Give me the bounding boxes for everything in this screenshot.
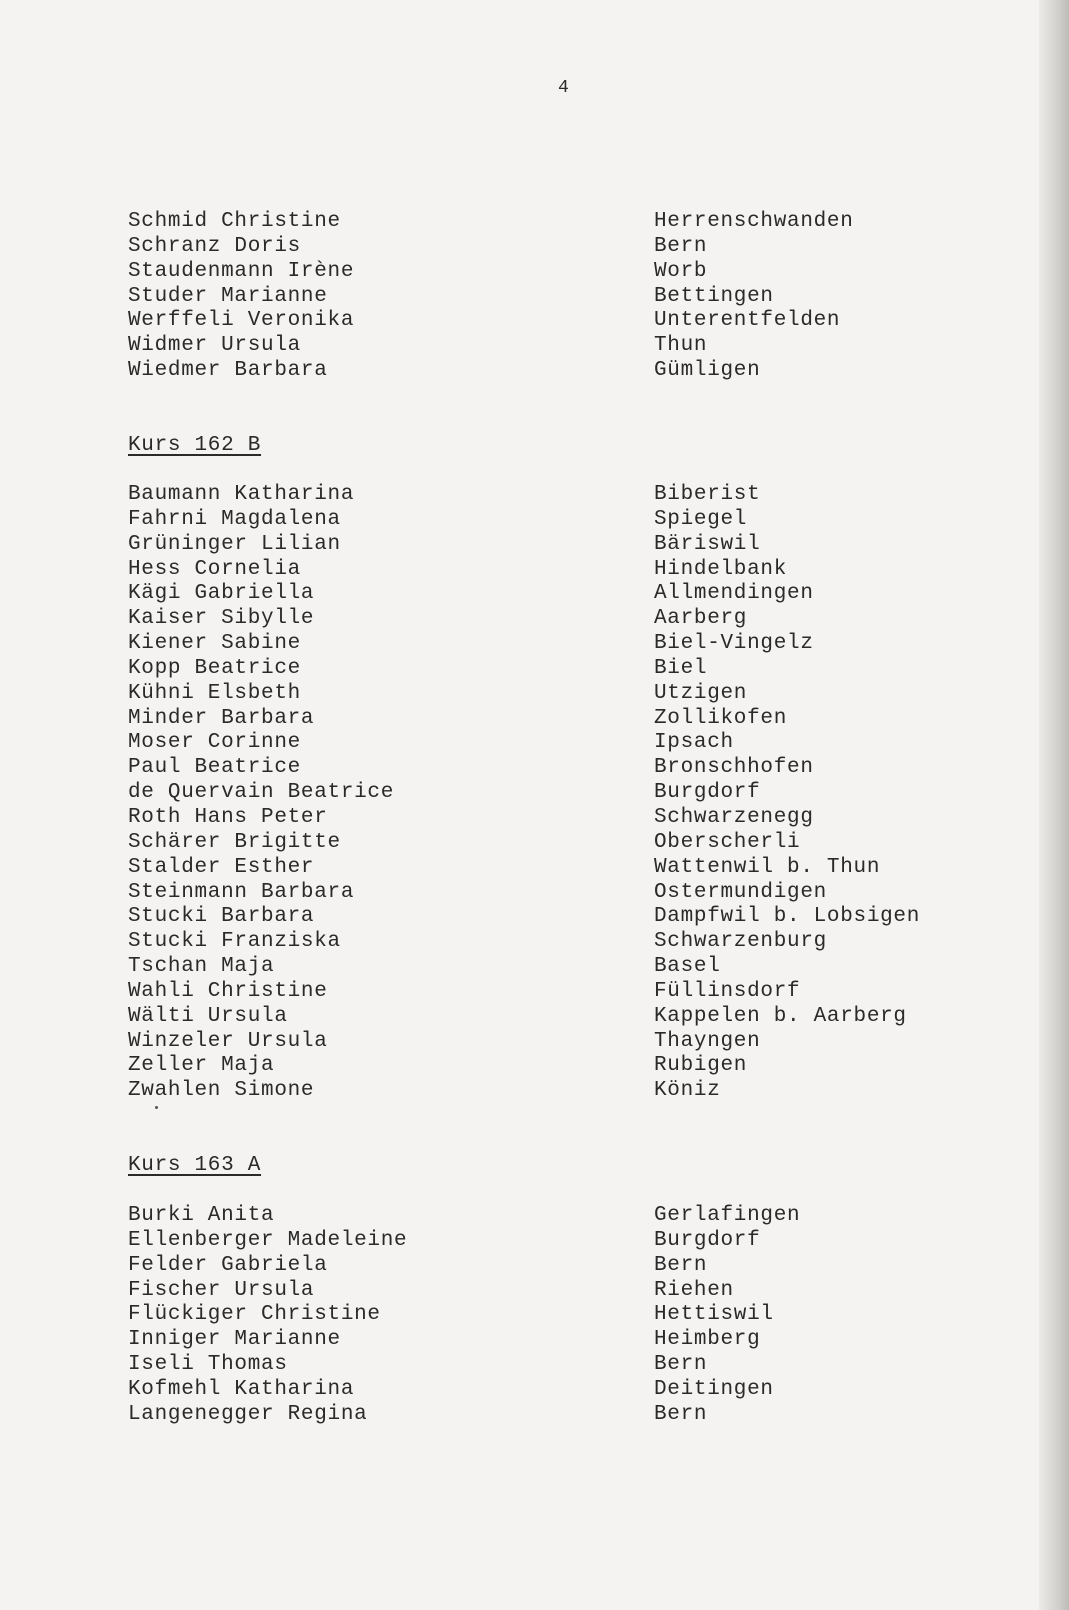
participant-name: Wiedmer Barbara	[128, 359, 328, 383]
page-edge-shadow	[1039, 0, 1069, 1610]
list-item	[0, 483, 1040, 508]
participant-city: Deitingen	[654, 1377, 774, 1401]
participant-city: Burgdorf	[654, 1228, 761, 1252]
participant-city: Bern	[654, 1253, 708, 1277]
list-item	[0, 905, 1040, 930]
participant-city: Hindelbank	[654, 557, 788, 581]
participant-city: Heimberg	[654, 1328, 761, 1352]
participant-name: Wälti Ursula	[128, 1004, 288, 1028]
list-item	[0, 806, 1040, 831]
participant-city: Schwarzenegg	[654, 805, 814, 829]
list-item	[0, 309, 1040, 334]
participant-city: Burgdorf	[654, 781, 761, 805]
list-item	[0, 1279, 1040, 1304]
list-item	[0, 1303, 1040, 1328]
participant-name: Kopp Beatrice	[128, 656, 301, 680]
participant-name: Tschan Maja	[128, 955, 275, 979]
participant-city: Oberscherli	[654, 830, 801, 854]
section-heading-kurs-163a: Kurs 163 A	[128, 1154, 262, 1177]
participant-city: Aarberg	[654, 607, 748, 631]
list-item	[0, 881, 1040, 906]
participant-city: Wattenwil b. Thun	[654, 855, 881, 879]
participant-city: Herrenschwanden	[654, 210, 854, 233]
participant-city: Biel-Vingelz	[654, 632, 814, 656]
participant-city: Rubigen	[654, 1054, 748, 1078]
participant-name: Zwahlen Simone	[128, 1079, 315, 1103]
list-item	[0, 1079, 1040, 1104]
list-item	[0, 707, 1040, 732]
participant-name: Studer Marianne	[128, 284, 328, 308]
participant-city: Thayngen	[654, 1029, 761, 1053]
list-item	[0, 285, 1040, 310]
participant-city: Bronschhofen	[654, 756, 814, 780]
participant-name: Inniger Marianne	[128, 1328, 341, 1352]
participant-name: Grüninger Lilian	[128, 532, 341, 556]
participant-name: Winzeler Ursula	[128, 1029, 328, 1053]
participant-city: Basel	[654, 955, 721, 979]
participant-city: Zollikofen	[654, 706, 788, 730]
participant-list-kurs-163a	[0, 1204, 1040, 1428]
participant-name: Werffeli Veronika	[128, 309, 355, 333]
participant-name: Baumann Katharina	[128, 483, 355, 506]
participant-name: Schmid Christine	[128, 210, 341, 233]
participant-name: Roth Hans Peter	[128, 805, 328, 829]
participant-city: Kappelen b. Aarberg	[654, 1004, 907, 1028]
list-item	[0, 235, 1040, 260]
list-item	[0, 1378, 1040, 1403]
participant-city: Ostermundigen	[654, 880, 827, 904]
section-heading-kurs-162b: Kurs 162 B	[128, 434, 262, 457]
participant-city: Bern	[654, 1402, 708, 1426]
participant-city: Dampfwil b. Lobsigen	[654, 905, 921, 929]
participant-city: Füllinsdorf	[654, 979, 801, 1003]
list-item	[0, 582, 1040, 607]
participant-city: Bern	[654, 1353, 708, 1377]
participant-name: Zeller Maja	[128, 1054, 275, 1078]
participant-city: Allmendingen	[654, 582, 814, 606]
participant-name: Fischer Ursula	[128, 1278, 315, 1302]
participant-name: de Quervain Beatrice	[128, 781, 395, 805]
list-item	[0, 682, 1040, 707]
participant-city: Utzigen	[654, 681, 748, 705]
participant-name: Moser Corinne	[128, 731, 301, 755]
list-item	[0, 1204, 1040, 1229]
participant-name: Hess Cornelia	[128, 557, 301, 581]
participant-city: Worb	[654, 259, 708, 283]
participant-city: Bern	[654, 234, 708, 258]
list-item	[0, 1403, 1040, 1428]
list-item	[0, 607, 1040, 632]
list-item	[0, 955, 1040, 980]
list-item	[0, 632, 1040, 657]
participant-city: Unterentfelden	[654, 309, 841, 333]
participant-name: Kühni Elsbeth	[128, 681, 301, 705]
participant-city: Bäriswil	[654, 532, 761, 556]
participant-name: Minder Barbara	[128, 706, 315, 730]
list-item	[0, 1229, 1040, 1254]
list-item	[0, 781, 1040, 806]
list-item	[0, 980, 1040, 1005]
page-number: 4	[558, 78, 569, 98]
list-item	[0, 657, 1040, 682]
participant-city: Gümligen	[654, 359, 761, 383]
participant-name: Kiener Sabine	[128, 632, 301, 656]
participant-city: Köniz	[654, 1079, 721, 1103]
list-item	[0, 856, 1040, 881]
participant-list-continued	[0, 210, 1040, 384]
list-item	[0, 533, 1040, 558]
participant-city: Biel	[654, 656, 708, 680]
list-item	[0, 831, 1040, 856]
participant-name: Kägi Gabriella	[128, 582, 315, 606]
list-item	[0, 1030, 1040, 1055]
participant-name: Stalder Esther	[128, 855, 315, 879]
participant-name: Schärer Brigitte	[128, 830, 341, 854]
list-item	[0, 359, 1040, 384]
participant-city: Spiegel	[654, 507, 748, 531]
participant-name: Fahrni Magdalena	[128, 507, 341, 531]
participant-city: Riehen	[654, 1278, 734, 1302]
participant-name: Felder Gabriela	[128, 1253, 328, 1277]
list-item	[0, 930, 1040, 955]
participant-list-kurs-162b	[0, 483, 1040, 1104]
participant-city: Schwarzenburg	[654, 930, 827, 954]
participant-city: Thun	[654, 334, 708, 358]
list-item	[0, 1054, 1040, 1079]
list-item	[0, 1254, 1040, 1279]
participant-name: Widmer Ursula	[128, 334, 301, 358]
participant-name: Steinmann Barbara	[128, 880, 355, 904]
list-item	[0, 1005, 1040, 1030]
participant-name: Stucki Barbara	[128, 905, 315, 929]
participant-name: Kofmehl Katharina	[128, 1377, 355, 1401]
list-item	[0, 508, 1040, 533]
participant-name: Paul Beatrice	[128, 756, 301, 780]
list-item	[0, 1328, 1040, 1353]
stray-dot	[155, 1106, 158, 1109]
list-item	[0, 731, 1040, 756]
participant-name: Staudenmann Irène	[128, 259, 355, 283]
list-item	[0, 210, 1040, 235]
list-item	[0, 756, 1040, 781]
participant-name: Iseli Thomas	[128, 1353, 288, 1377]
participant-name: Flückiger Christine	[128, 1303, 381, 1327]
participant-name: Stucki Franziska	[128, 930, 341, 954]
participant-name: Burki Anita	[128, 1204, 275, 1227]
list-item	[0, 1353, 1040, 1378]
participant-city: Ipsach	[654, 731, 734, 755]
list-item	[0, 558, 1040, 583]
participant-name: Schranz Doris	[128, 234, 301, 258]
list-item	[0, 334, 1040, 359]
participant-name: Ellenberger Madeleine	[128, 1228, 408, 1252]
participant-city: Gerlafingen	[654, 1204, 801, 1227]
list-item	[0, 260, 1040, 285]
participant-city: Biberist	[654, 483, 761, 506]
participant-name: Wahli Christine	[128, 979, 328, 1003]
participant-city: Hettiswil	[654, 1303, 774, 1327]
participant-city: Bettingen	[654, 284, 774, 308]
participant-name: Langenegger Regina	[128, 1402, 368, 1426]
participant-name: Kaiser Sibylle	[128, 607, 315, 631]
